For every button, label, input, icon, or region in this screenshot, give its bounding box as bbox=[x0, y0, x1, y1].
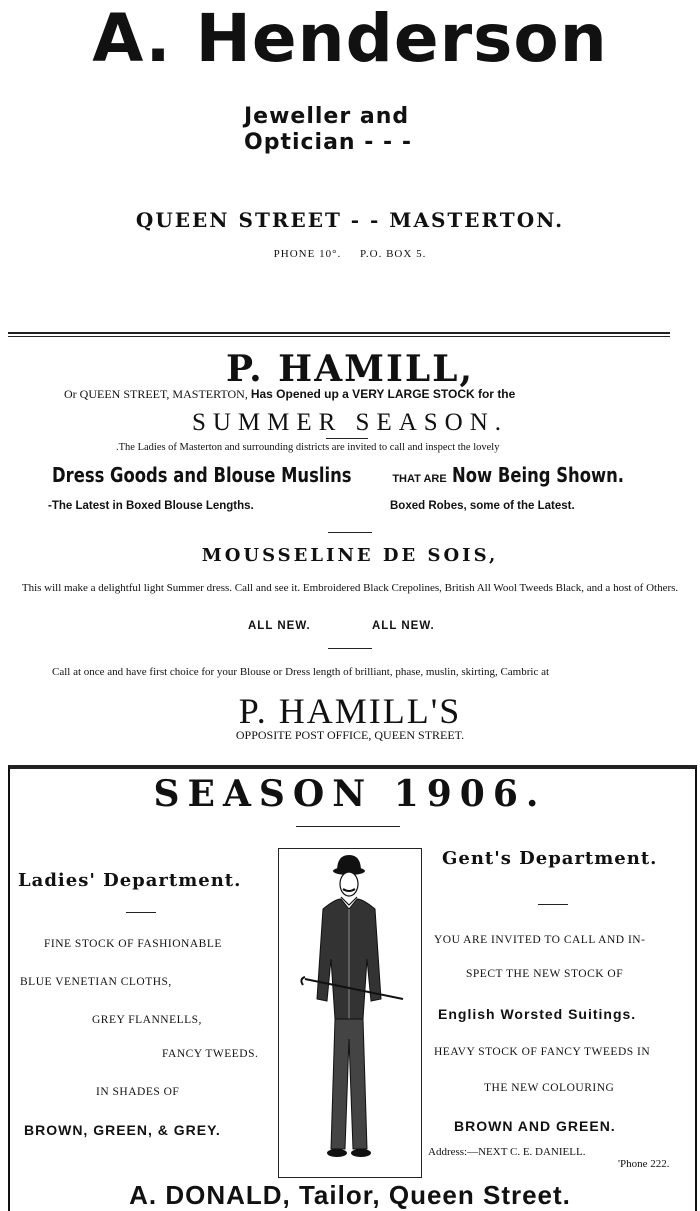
short-rule-2 bbox=[328, 532, 372, 533]
section-divider bbox=[8, 332, 670, 334]
gentleman-figure-icon bbox=[279, 849, 420, 1176]
ladies-department-title: Ladies' Department. bbox=[18, 870, 242, 891]
hamill-all-new-2: ALL NEW. bbox=[372, 620, 435, 632]
ladies-line: IN SHADES OF bbox=[96, 1086, 180, 1098]
donald-season: SEASON 1906. bbox=[153, 773, 547, 815]
hamill-season: SUMMER SEASON. bbox=[191, 409, 509, 436]
section-divider-thin bbox=[8, 336, 670, 337]
hamill-intro-bold: Has Opened up a VERY LARGE STOCK for the bbox=[250, 387, 516, 401]
hamill-title: P. HAMILL, bbox=[226, 348, 474, 390]
henderson-phone: PHONE 10°. bbox=[273, 248, 342, 260]
gents-line: THE NEW COLOURING bbox=[484, 1082, 615, 1094]
donald-footer: A. DONALD, Tailor, Queen Street. bbox=[129, 1180, 571, 1210]
hamill-now-shown: Now Being Shown. bbox=[451, 463, 624, 487]
hamill-all-new-1: ALL NEW. bbox=[248, 620, 311, 632]
henderson-name: A. Henderson bbox=[92, 0, 608, 77]
hamill-intro bbox=[64, 387, 515, 402]
henderson-contact bbox=[0, 248, 700, 260]
gents-line: HEAVY STOCK OF FANCY TWEEDS IN bbox=[434, 1046, 651, 1058]
tailor-figure-illustration bbox=[278, 848, 422, 1178]
henderson-trade-line1: Jeweller and bbox=[244, 104, 410, 129]
short-rule-3 bbox=[328, 648, 372, 649]
ladies-colors: BROWN, GREEN, & GREY. bbox=[24, 1122, 221, 1138]
ladies-line: FANCY TWEEDS. bbox=[162, 1048, 259, 1060]
ladies-rule bbox=[126, 912, 156, 913]
gents-line: YOU ARE INVITED TO CALL AND IN- bbox=[434, 934, 646, 946]
hamill-location: OPPOSITE POST OFFICE, QUEEN STREET. bbox=[235, 728, 465, 742]
hamill-mousseline: MOUSSELINE DE SOIS, bbox=[201, 545, 499, 566]
short-rule bbox=[326, 438, 368, 439]
gents-line: SPECT THE NEW STOCK OF bbox=[466, 968, 624, 980]
hamill-signature: P. HAMILL'S bbox=[238, 691, 462, 731]
donald-phone: 'Phone 222. bbox=[618, 1158, 670, 1170]
ladies-line: GREY FLANNELLS, bbox=[92, 1014, 202, 1026]
season-rule bbox=[296, 826, 400, 827]
hamill-robes: Boxed Robes, some of the Latest. bbox=[390, 500, 575, 512]
henderson-trade bbox=[244, 104, 412, 156]
gents-colors: BROWN AND GREEN. bbox=[454, 1118, 616, 1134]
gents-suitings: English Worsted Suitings. bbox=[438, 1006, 637, 1022]
ladies-line: FINE STOCK OF FASHIONABLE bbox=[44, 938, 222, 950]
ladies-line: BLUE VENETIAN CLOTHS, bbox=[20, 976, 172, 988]
hamill-call-once: Call at once and have first choice for your Blouse or Dress length of brilliant, phase, muslin, skirting, Cambric at bbox=[52, 666, 550, 678]
hamill-summer-text: This will make a delightful light Summer dress. Call and see it. Embroidered Black Crepolines, British All Wool Tweeds Black, and a host of Others. bbox=[21, 582, 679, 594]
hamill-latest: -The Latest in Boxed Blouse Lengths. bbox=[48, 500, 254, 512]
henderson-trade-line2: Optician - - - bbox=[244, 130, 412, 155]
hamill-intro-prefix: Or QUEEN STREET, MASTERTON, bbox=[64, 387, 248, 401]
gents-rule bbox=[538, 904, 568, 905]
hamill-invite: .The Ladies of Masterton and surrounding districts are invited to call and inspect the lovely bbox=[116, 442, 500, 453]
hamill-that-are: THAT ARE bbox=[392, 473, 447, 485]
hamill-dress-line bbox=[52, 463, 662, 488]
henderson-pobox: P.O. BOX 5. bbox=[360, 248, 427, 260]
donald-address: Address:—NEXT C. E. DANIELL. bbox=[428, 1146, 586, 1158]
gents-department-title: Gent's Department. bbox=[442, 848, 658, 869]
hamill-dress-goods: Dress Goods and Blouse Muslins bbox=[52, 463, 352, 487]
henderson-address: QUEEN STREET - - MASTERTON. bbox=[135, 208, 565, 232]
